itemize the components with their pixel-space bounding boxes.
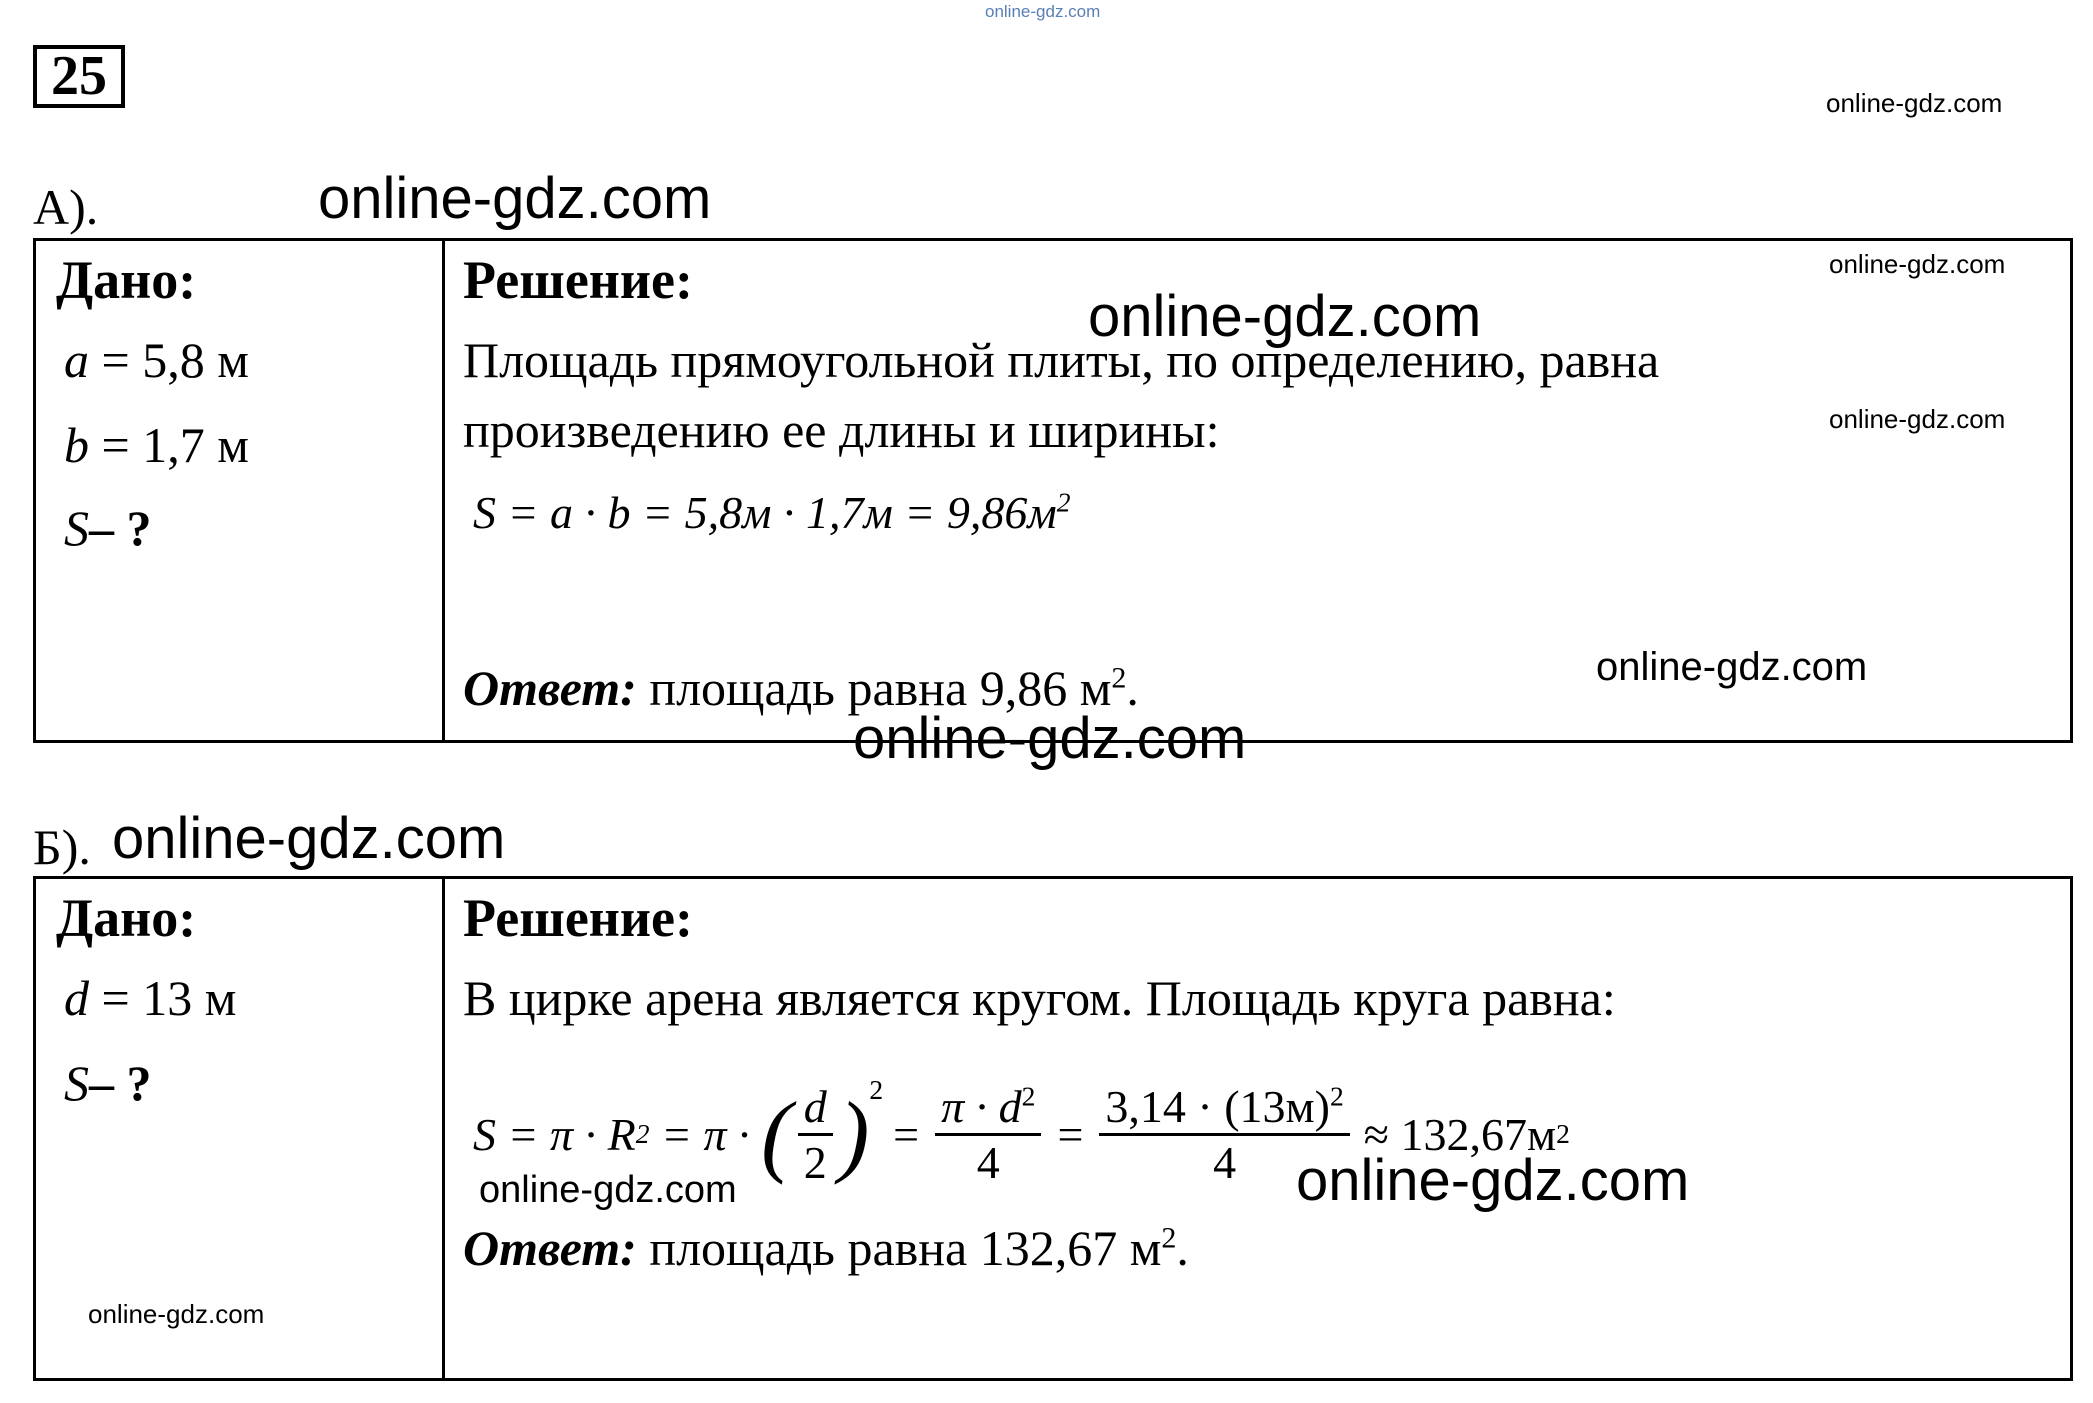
answer-text: площадь равна 132,67 м <box>636 1220 1162 1276</box>
part-a-panel <box>33 238 2073 743</box>
frac-top-sup: 2 <box>1329 1080 1344 1112</box>
answer-label: Ответ: <box>463 660 637 716</box>
part-b-divider <box>442 879 445 1378</box>
given-value: = 5,8 м <box>101 332 249 388</box>
part-a-divider <box>442 241 445 740</box>
part-b-solution-title: Решение: <box>463 888 693 948</box>
part-b-given-s <box>64 1054 152 1112</box>
formula-result: ≈ 132,67м <box>1363 1108 1557 1160</box>
problem-number: 25 <box>33 45 125 108</box>
formula-eq2: = <box>1057 1108 1084 1160</box>
watermark-b-bottom-left: online-gdz.com <box>88 1299 265 1329</box>
frac-top <box>935 1080 1041 1136</box>
given-var: d <box>64 970 89 1026</box>
part-b-formula: S = π · R 2 = π · ( $\frac{d}{2}$ ) $^2$ = $\frac{\pi \cdot d^2}{4}$ = $\frac{3,14 \cdot (13м)^2}{4}$ ≈ 132,67м 2 <box>473 1074 1570 1188</box>
watermark-a-bottom: online-gdz.com <box>853 706 1247 771</box>
formula-p1: S = π · R <box>473 1108 636 1160</box>
formula-text: S = a · b = 5,8м · 1,7м = 9,86м <box>473 487 1057 538</box>
answer-label: Ответ: <box>463 1220 637 1276</box>
part-b-given-d <box>64 969 236 1027</box>
part-a-formula <box>473 486 1071 539</box>
part-b-label: Б). <box>33 819 91 875</box>
part-b-text-line1: В цирке арена является кругом. Площадь круга равна: <box>463 970 1616 1026</box>
part-a-solution-title: Решение: <box>463 250 693 310</box>
part-a-given-s <box>64 499 152 557</box>
fraction-d-over-2 <box>798 1080 833 1189</box>
answer-sup: 2 <box>1161 1221 1177 1255</box>
answer-end: . <box>1126 660 1139 716</box>
watermark-b-formula-left: online-gdz.com <box>479 1169 737 1211</box>
part-b-answer <box>463 1219 1189 1277</box>
frac-top-sup: 2 <box>1021 1080 1036 1112</box>
part-a-text-line1: Площадь прямоугольной плиты, по определению, равна <box>463 332 1660 388</box>
fraction-pi-d2-over-4 <box>935 1080 1041 1189</box>
given-value: – ? <box>89 500 152 556</box>
watermark-a-right-small: online-gdz.com <box>1829 249 2006 279</box>
given-value: = 1,7 м <box>101 417 249 473</box>
paren-right: ) <box>838 1083 870 1185</box>
answer-sup: 2 <box>1111 661 1127 695</box>
frac-top: d <box>798 1080 833 1136</box>
given-var: S <box>64 500 89 556</box>
formula-sup: 2 <box>1056 486 1071 518</box>
part-a-given-a <box>64 331 249 389</box>
watermark-top: online-gdz.com <box>985 2 1101 21</box>
given-value: – ? <box>89 1055 152 1111</box>
frac-bot: 4 <box>976 1136 1000 1188</box>
watermark-a-right-small2: online-gdz.com <box>1829 404 2006 434</box>
part-a-text-line2: произведению ее длины и ширины: <box>463 402 1220 458</box>
answer-text: площадь равна 9,86 м <box>636 660 1112 716</box>
answer-end: . <box>1176 1220 1189 1276</box>
given-var: a <box>64 332 89 388</box>
paren-left: ( <box>761 1083 792 1185</box>
given-value: = 13 м <box>101 970 237 1026</box>
formula-eq1: = <box>893 1108 920 1160</box>
part-a-given-b <box>64 416 249 474</box>
watermark-part-a-label: online-gdz.com <box>318 166 712 231</box>
formula-p2: = π · <box>649 1108 762 1160</box>
given-var: b <box>64 417 89 473</box>
frac-bot: 2 <box>803 1136 827 1188</box>
part-b-given-title: Дано: <box>56 888 197 948</box>
part-a-given-title: Дано: <box>56 250 197 310</box>
watermark-b-formula-right: online-gdz.com <box>1296 1148 1690 1213</box>
watermark-part-b-label: online-gdz.com <box>112 806 506 871</box>
frac-top <box>1099 1080 1349 1136</box>
watermark-a-answer: online-gdz.com <box>1596 645 1868 689</box>
frac-top-text: π · d <box>941 1080 1022 1132</box>
frac-top-text: 3,14 · (13м) <box>1105 1080 1330 1132</box>
given-var: S <box>64 1055 89 1111</box>
part-a-label: А). <box>33 179 99 235</box>
frac-bot: 4 <box>1213 1136 1237 1188</box>
watermark-header-right: online-gdz.com <box>1826 88 2003 118</box>
part-b-panel <box>33 876 2073 1381</box>
watermark-a-center: online-gdz.com <box>1088 284 1482 349</box>
